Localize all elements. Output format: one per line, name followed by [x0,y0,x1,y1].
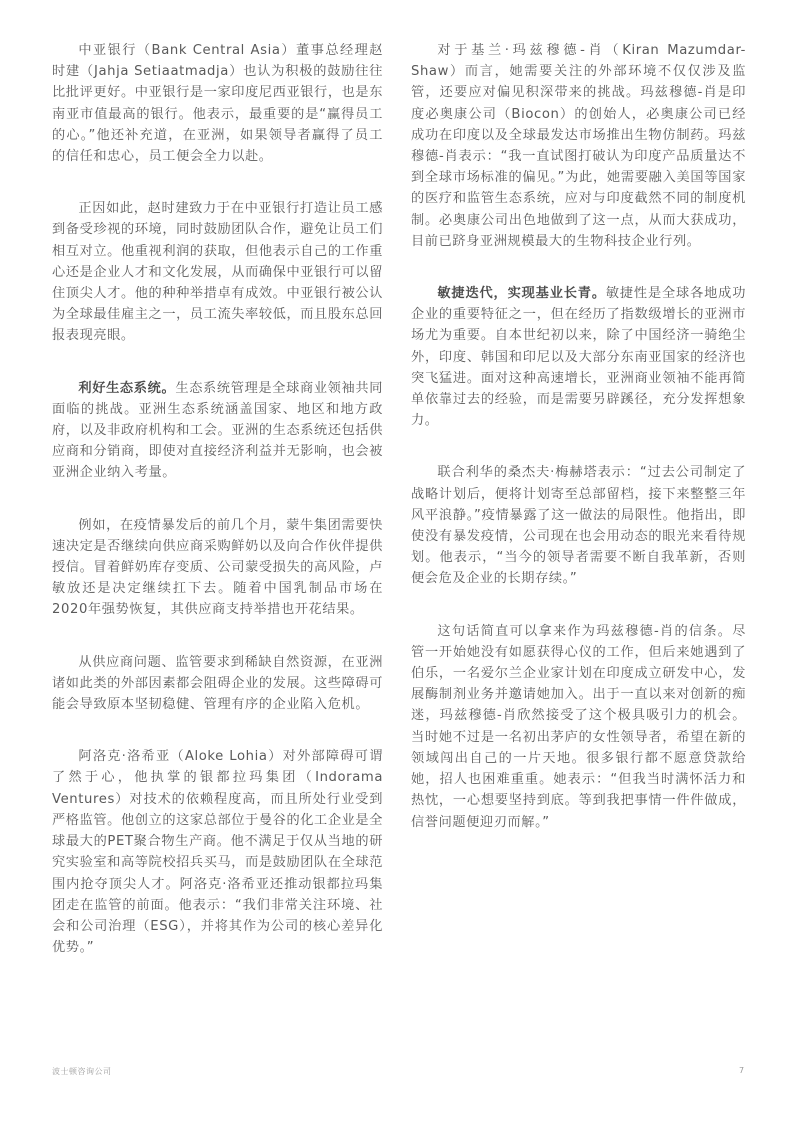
left-column [52,40,383,989]
paragraph-bca-culture: 正因如此，赵时建致力于在中亚银行打造让员工感到备受珍视的环境，同时鼓励团队合作，避免让员工们相互对立。他重视利润的获取，但他表示自己的工作重心还是企业人才和文化发展，从而确保中亚银行可以留住顶尖人才。他的种种举措卓有成效。中亚银行被公认为全球最佳雇主之一，员工流失率较低，而且股东总回报表现亮眼。 [52,201,383,344]
page-number: 7 [739,1066,745,1075]
paragraph-mazumdar-shaw-creed: 这句话简直可以拿来作为玛兹穆德-肖的信条。尽管一开始她没有如愿获得心仪的工作，但后来她遇到了伯乐，一名爱尔兰企业家计划在印度成立研发中心，发展酶制剂业务并邀请她加入。出于一直以来对创新的痴迷，玛兹穆德-肖欣然接受了这个极具吸引力的机会。当时她不过是一名初出茅庐的女性领导者，希望在新的领域闯出自己的一片天地。很多银行都不愿意贷款给她，招人也困难重重。她表示：“但我当时满怀活力和热忱，一心想要坚持到底。等到我把事情一件件做成，信誉问题便迎刃而解。” [411,623,746,830]
section-heading-agility: 敏捷迭代，实现基业长青。 [437,286,606,302]
paragraph-ecosystem [52,378,383,484]
paragraph-bca: 中亚银行（Bank Central Asia）董事总经理赵时建（Jahja Setiaatmadja）也认为积极的鼓励往往比批评更好。中亚银行是一家印度尼西亚银行，也是东南亚市值最高的银行。他表示，最重要的是“赢得员工的心。”他还补充道，在亚洲，如果领导者赢得了员工的信任和忠心，员工便会全力以赴。 [52,43,383,165]
paragraph-agility-body: 敏捷性是全球各地成功企业的重要特征之一，但在经历了指数级增长的亚洲市场尤为重要。自本世纪初以来，除了中国经济一骑绝尘外，印度、韩国和印尼以及大部分东南亚国家的经济也突飞猛进。面对这种高速增长，亚洲商业领袖不能再简单依靠过去的经验，而是需要另辟蹊径，充分发挥想象力。 [411,286,746,429]
paragraph-external-factors: 从供应商问题、监管要求到稀缺自然资源，在亚洲诸如此类的外部因素都会阻碍企业的发展。这些障碍可能会导致原本坚韧稳健、管理有序的企业陷入危机。 [52,654,383,713]
section-heading-ecosystem: 利好生态系统。 [78,380,176,396]
paragraph-biocon: 对于基兰·玛兹穆德-肖（Kiran Mazumdar-Shaw）而言，她需要关注的外部环境不仅仅涉及监管，还要应对偏见积深带来的挑战。玛兹穆德-肖是印度必奥康公司（Biocon）的创始人，必奥康公司已经成功在印度以及全球最发达市场推出生物仿制药。玛兹穆德-肖表示：“我一直试图打破认为印度产品质量达不到全球市场标准的偏见。”为此，她需要融入美国等国家的医疗和监管生态系统，应对与印度截然不同的制度机制。必奥康公司出色地做到了这一点，从而大获成功，目前已跻身亚洲规模最大的生物科技企业行列。 [411,43,746,249]
paragraph-unilever: 联合利华的桑杰夫·梅赫塔表示：“过去公司制定了战略计划后，便将计划寄至总部留档，接下来整整三年风平浪静。”疫情暴露了这一做法的局限性。他指出，即使没有暴发疫情，公司现在也会用动态的眼光来看待规划。他表示，“当今的领导者需要不断自我革新，否则便会危及企业的长期存续。” [411,465,746,587]
footer-publisher: 波士顿咨询公司 [52,1067,112,1076]
paragraph-ecosystem-body: 生态系统管理是全球商业领袖共同面临的挑战。亚洲生态系统涵盖国家、地区和地方政府，以及非政府机构和工会。亚洲的生态系统还包括供应商和分销商，即使对直接经济利益并无影响，也会被亚洲企业纳入考量。 [52,380,384,481]
paragraph-mengniu: 例如，在疫情暴发后的前几个月，蒙牛集团需要快速决定是否继续向供应商采购鲜奶以及向合作伙伴提供授信。冒着鲜奶库存变质、公司蒙受损失的高风险，卢敏放还是决定继续扛下去。随着中国乳制品市场在2020年强势恢复，其供应商支持举措也开花结果。 [52,517,383,618]
right-column [411,40,746,864]
paragraph-agility [411,283,746,431]
paragraph-indorama: 阿洛克·洛希亚（Aloke Lohia）对外部障碍可谓了然于心，他执掌的银都拉玛集团（Indorama Ventures）对技术的依赖程度高，而且所处行业受到严格监管。他创立的这家总部位于曼谷的化工企业是全球最大的PET聚合物生产商。他不满足于仅从当地的研究实验室和高等院校招兵买马，而是鼓励团队在全球范围内抢夺顶尖人才。阿洛克·洛希亚还推动银都拉玛集团走在监管的前面。他表示：“我们非常关注环境、社会和公司治理（ESG），并将其作为公司的核心差异化优势。” [52,749,383,956]
